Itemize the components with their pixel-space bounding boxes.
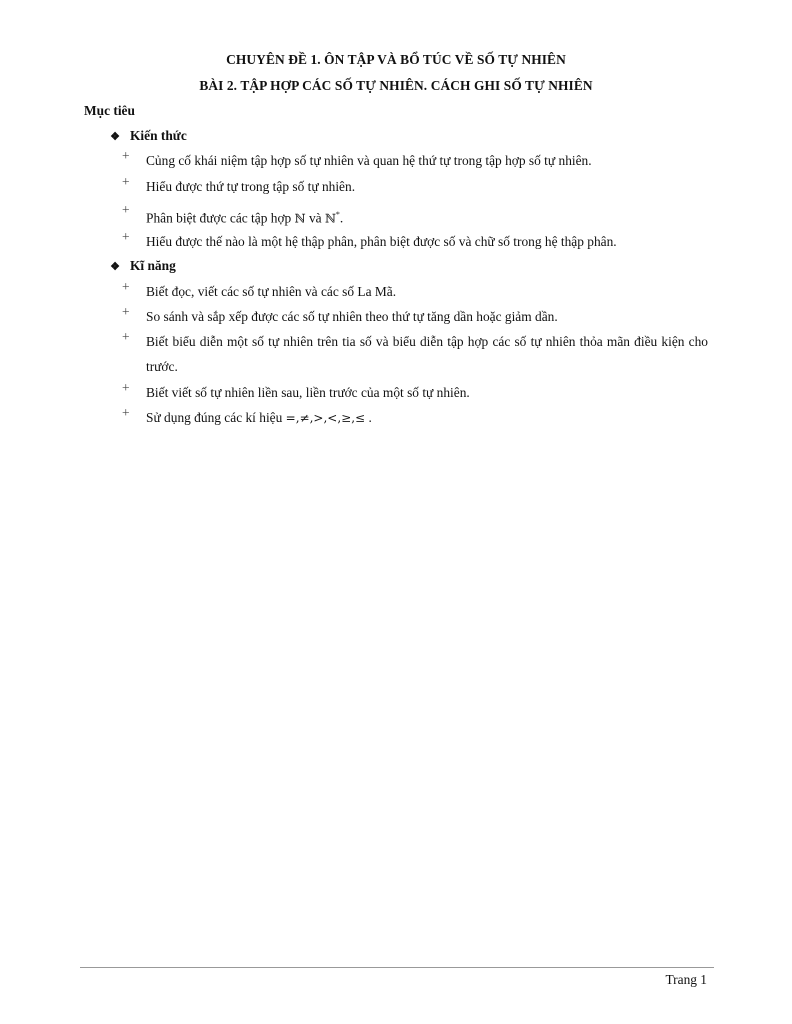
skills-heading — [108, 258, 176, 274]
plus-bullet-icon: + — [122, 279, 130, 294]
diamond-bullet-icon: ❖ — [110, 130, 120, 143]
knowledge-heading-label: Kiến thức — [130, 128, 187, 143]
footer-divider — [80, 967, 714, 968]
period: . — [368, 410, 372, 425]
skills-item-text: So sánh và sắp xếp được các số tự nhiên theo thứ tự tăng dần hoặc giảm dần. — [146, 309, 558, 324]
plus-bullet-icon: + — [122, 380, 130, 395]
knowledge-item — [122, 202, 708, 231]
plus-bullet-icon: + — [122, 174, 130, 189]
knowledge-item-text — [146, 202, 708, 231]
knowledge-item — [122, 229, 708, 254]
plus-bullet-icon: + — [122, 304, 130, 319]
skills-item — [122, 405, 708, 431]
period: . — [339, 210, 344, 226]
knowledge-heading — [108, 128, 187, 144]
knowledge-item — [122, 148, 708, 173]
knowledge-item-text: Hiểu được thế nào là một hệ thập phân, phân biệt được số và chữ số trong hệ thập phân. — [146, 234, 617, 249]
knowledge-item-label: Phân biệt được các tập hợp — [146, 210, 292, 226]
skills-item-text — [146, 405, 708, 431]
comparison-symbols: =,≠,>,<,≥,≤ — [285, 411, 366, 425]
conjunction: và — [308, 210, 322, 226]
page-number: Trang 1 — [665, 972, 707, 987]
plus-bullet-icon: + — [122, 202, 130, 217]
star-superscript: * — [335, 210, 340, 219]
lesson-title: BÀI 2. TẬP HỢP CÁC SỐ TỰ NHIÊN. CÁCH GHI SỐ TỰ NHIÊN — [199, 78, 593, 93]
plus-bullet-icon: + — [122, 329, 130, 344]
objectives-heading: Mục tiêu — [84, 103, 135, 118]
skills-heading-label: Kĩ năng — [130, 258, 176, 273]
skills-item — [122, 279, 708, 304]
skills-item — [122, 304, 708, 329]
knowledge-item-text: Củng cố khái niệm tập hợp số tự nhiên và quan hệ thứ tự trong tập hợp số tự nhiên. — [146, 153, 592, 168]
knowledge-item — [122, 174, 708, 199]
skills-item — [122, 329, 708, 379]
diamond-bullet-icon: ❖ — [110, 260, 120, 273]
skills-item-text: Biết viết số tự nhiên liền sau, liền trước của một số tự nhiên. — [146, 385, 470, 400]
natural-star-set-symbol: ℕ — [324, 211, 336, 226]
plus-bullet-icon: + — [122, 148, 130, 163]
natural-set-symbol: ℕ — [294, 211, 306, 226]
skills-item-label: Sử dụng đúng các kí hiệu — [146, 410, 283, 425]
skills-item — [122, 380, 708, 405]
skills-item-text: Biết biểu diễn một số tự nhiên trên tia số và biểu diễn tập hợp các số tự nhiên thỏa mãn điều kiện cho trước. — [146, 334, 708, 374]
plus-bullet-icon: + — [122, 405, 130, 420]
plus-bullet-icon: + — [122, 229, 130, 244]
knowledge-item-text: Hiểu được thứ tự trong tập số tự nhiên. — [146, 179, 356, 194]
chapter-title: CHUYÊN ĐỀ 1. ÔN TẬP VÀ BỔ TÚC VỀ SỐ TỰ NHIÊN — [226, 52, 566, 67]
skills-item-text: Biết đọc, viết các số tự nhiên và các số La Mã. — [146, 284, 397, 299]
